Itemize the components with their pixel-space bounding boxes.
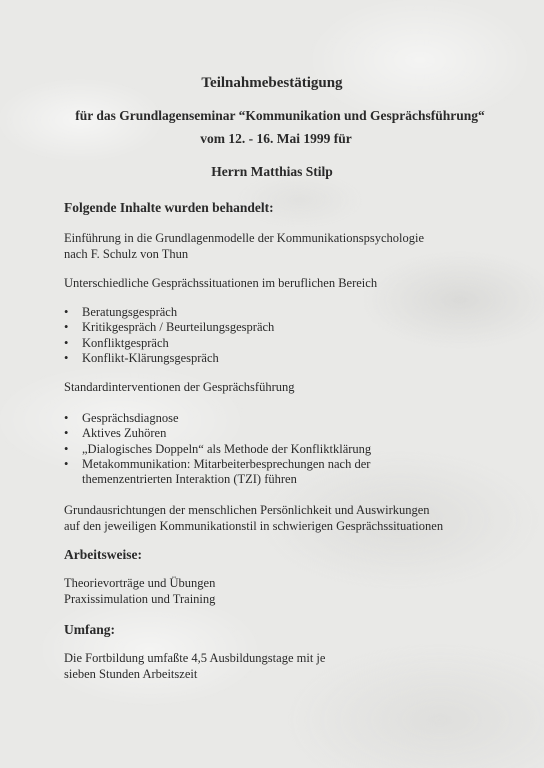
bullet-icon: • [64, 320, 69, 335]
bullet-icon: • [64, 305, 69, 319]
seminar-subtitle: für das Grundlagenseminar “Kommunikation und Gesprächsführung“ [75, 108, 485, 123]
closing-line-1: Grundausrichtungen der menschlichen Persönlichkeit und Auswirkungen [64, 503, 430, 517]
list-item: • Konfliktgespräch [64, 335, 169, 350]
list-item: • Beratungsgespräch [64, 305, 178, 319]
bullet-icon: • [64, 335, 69, 350]
intro-line-1: Einführung in die Grundlagenmodelle der Kommunikationspsychologie [64, 231, 424, 245]
list-item: • Kritikgespräch / Beurteilungsgespräch [64, 320, 275, 335]
recipient-name: Herrn Matthias Stilp [211, 164, 333, 179]
list-item: • Metakommunikation: Mitarbeiterbesprechungen nach der themenzentrierten Interaktion (TZI) führen [64, 456, 371, 487]
bullet-icon: • [64, 411, 69, 425]
method-paragraph [64, 576, 534, 607]
closing-paragraph [64, 503, 534, 534]
bullet-icon: • [64, 350, 69, 365]
method-line-1: Theorievorträge und Übungen [64, 576, 216, 590]
intro-paragraph [64, 231, 534, 262]
contents-heading: Folgende Inhalte wurden behandelt: [64, 200, 274, 215]
bullet-icon: • [64, 426, 69, 441]
intro-line-2: nach F. Schulz von Thun [64, 246, 189, 261]
scope-heading: Umfang: [64, 622, 115, 637]
list-item: • Gesprächsdiagnose [64, 411, 179, 425]
bullet-icon: • [64, 441, 69, 456]
seminar-dates: vom 12. - 16. Mai 1999 für [200, 131, 352, 146]
bullet-icon: • [64, 456, 69, 471]
method-heading: Arbeitsweise: [64, 547, 142, 562]
method-line-2: Praxissimulation und Training [64, 591, 216, 606]
list-item: • „Dialogisches Doppeln“ als Methode der Konfliktklärung [64, 441, 372, 456]
scope-line-1: Die Fortbildung umfaßte 4,5 Ausbildungstage mit je [64, 651, 326, 665]
scope-paragraph [64, 651, 534, 682]
section1-list [64, 305, 274, 366]
scope-line-2: sieben Stunden Arbeitszeit [64, 666, 198, 681]
list-item: • Aktives Zuhören [64, 426, 167, 441]
list-item: • Konflikt-Klärungsgespräch [64, 350, 219, 365]
certificate-title: Teilnahmebestätigung [201, 75, 343, 91]
section2-list [64, 411, 412, 487]
closing-line-2: auf den jeweiligen Kommunikationstil in schwierigen Gesprächssituationen [64, 518, 444, 533]
section2-title: Standardinterventionen der Gesprächsführung [64, 380, 295, 394]
section1-title: Unterschiedliche Gesprächssituationen im beruflichen Bereich [64, 276, 378, 290]
